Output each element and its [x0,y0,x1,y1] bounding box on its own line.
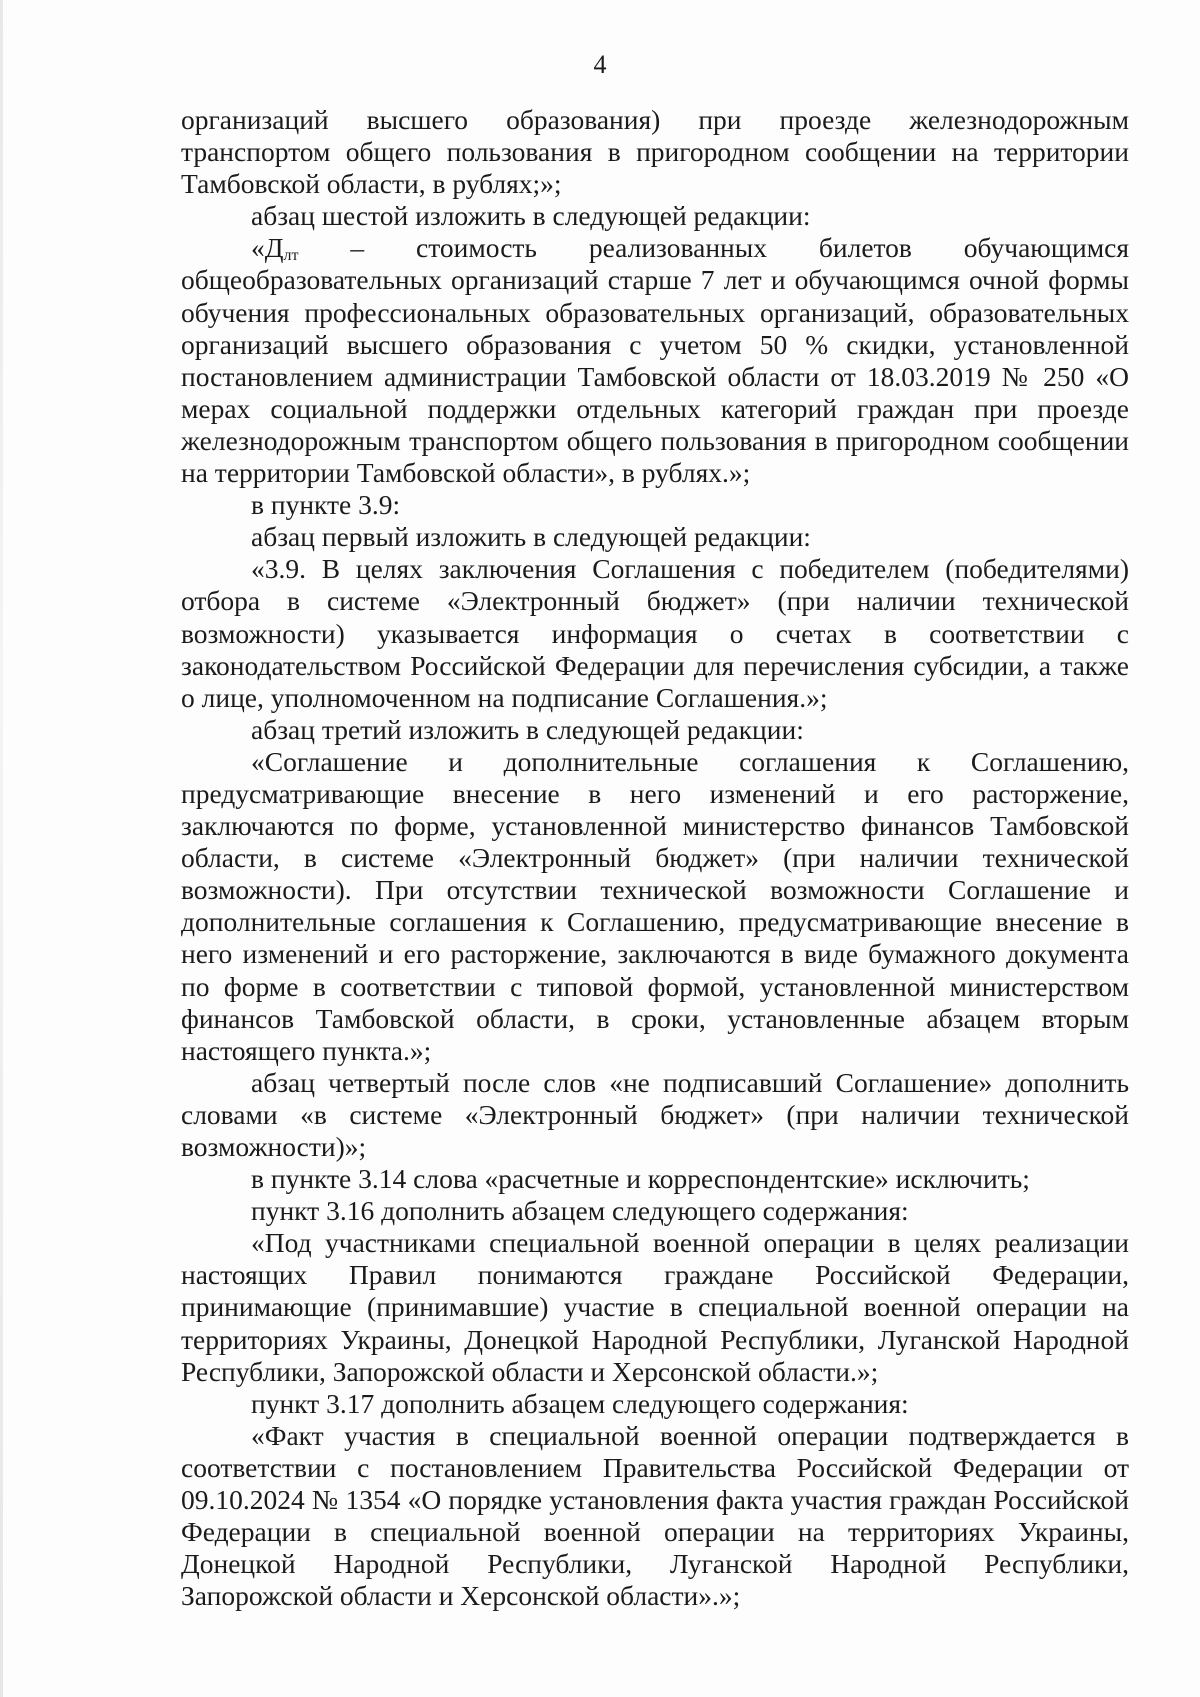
paragraph: «3.9. В целях заключения Соглашения с победителем (победителями) отбора в системе «Электронный бюджет» (при наличии технической возможности) указывается информация о счетах в соответствии с законодательством Российской Федерации для перечисления субсидии, а также о лице, уполномоченном на подписание Соглашения.»; [181,553,1129,713]
paragraph: в пункте 3.9: [251,489,401,521]
paragraph: в пункте 3.14 слова «расчетные и корреспондентские» исключить; [251,1163,1030,1195]
document-body [181,104,1129,1612]
paragraph: абзац третий изложить в следующей редакции: [251,713,804,745]
paragraph: абзац первый изложить в следующей редакции: [251,521,811,553]
paragraph [181,232,1129,489]
paragraph: «Соглашение и дополнительные соглашения к Соглашению, предусматривающие внесение в него изменений и его расторжение, заключаются по форме, установленной министерство финансов Тамбовской области, в системе «Электронный бюджет» (при наличии технической возможности). При отсутствии технической возможности Соглашение и дополнительные соглашения к Соглашению, предусматривающие внесение в него изменений и его расторжение, заключаются в виде бумажного документа по форме в соответствии с типовой формой, установленной министерством финансов Тамбовской области, в сроки, установленные абзацем вторым настоящего пункта.»; [181,745,1129,1066]
paragraph: «Под участниками специальной военной операции в целях реализации настоящих Правил понимаются граждане Российской Федерации, принимающие (принимавшие) участие в специальной военной операции на территориях Украины, Донецкой Народной Республики, Луганской Народной Республики, Запорожской области и Херсонской области.»; [181,1227,1129,1387]
formula-subscript: лт [283,247,299,265]
paragraph: организаций высшего образования) при проезде железнодорожным транспортом общего пользования в пригородном сообщении на территории Тамбовской области, в рублях;»; [181,104,1129,200]
paragraph: пункт 3.16 дополнить абзацем следующего содержания: [251,1195,909,1227]
paragraph-text: – стоимость реализованных билетов обучающимся общеобразовательных организаций старше 7 лет и обучающимся очной формы обучения профессиональных образовательных организаций, образовательных организаций высшего образования с учетом 50 % скидки, установленной постановлением администрации Тамбовской области от 18.03.2019 № 250 «О мерах социальной поддержки отдельных категорий граждан при проезде железнодорожным транспортом общего пользования в пригородном сообщении на территории Тамбовской области», в рублях.»; [181,232,1129,489]
page-number: 4 [593,50,607,79]
formula-symbol: «Д [251,232,284,264]
paragraph: «Факт участия в специальной военной операции подтверждается в соответствии с постановлением Правительства Российской Федерации от 09.10.2024 № 1354 «О порядке установления факта участия граждан Российской Федерации в специальной военной операции на территориях Украины, Донецкой Народной Республики, Луганской Народной Республики, Запорожской области и Херсонской области».»; [181,1419,1129,1612]
paragraph: абзац четвертый после слов «не подписавший Соглашение» дополнить словами «в системе «Электронный бюджет» (при наличии технической возможности)»; [181,1066,1129,1162]
paragraph: пункт 3.17 дополнить абзацем следующего содержания: [251,1387,909,1419]
paragraph: абзац шестой изложить в следующей редакции: [251,200,811,232]
scan-edge [0,0,3,1697]
